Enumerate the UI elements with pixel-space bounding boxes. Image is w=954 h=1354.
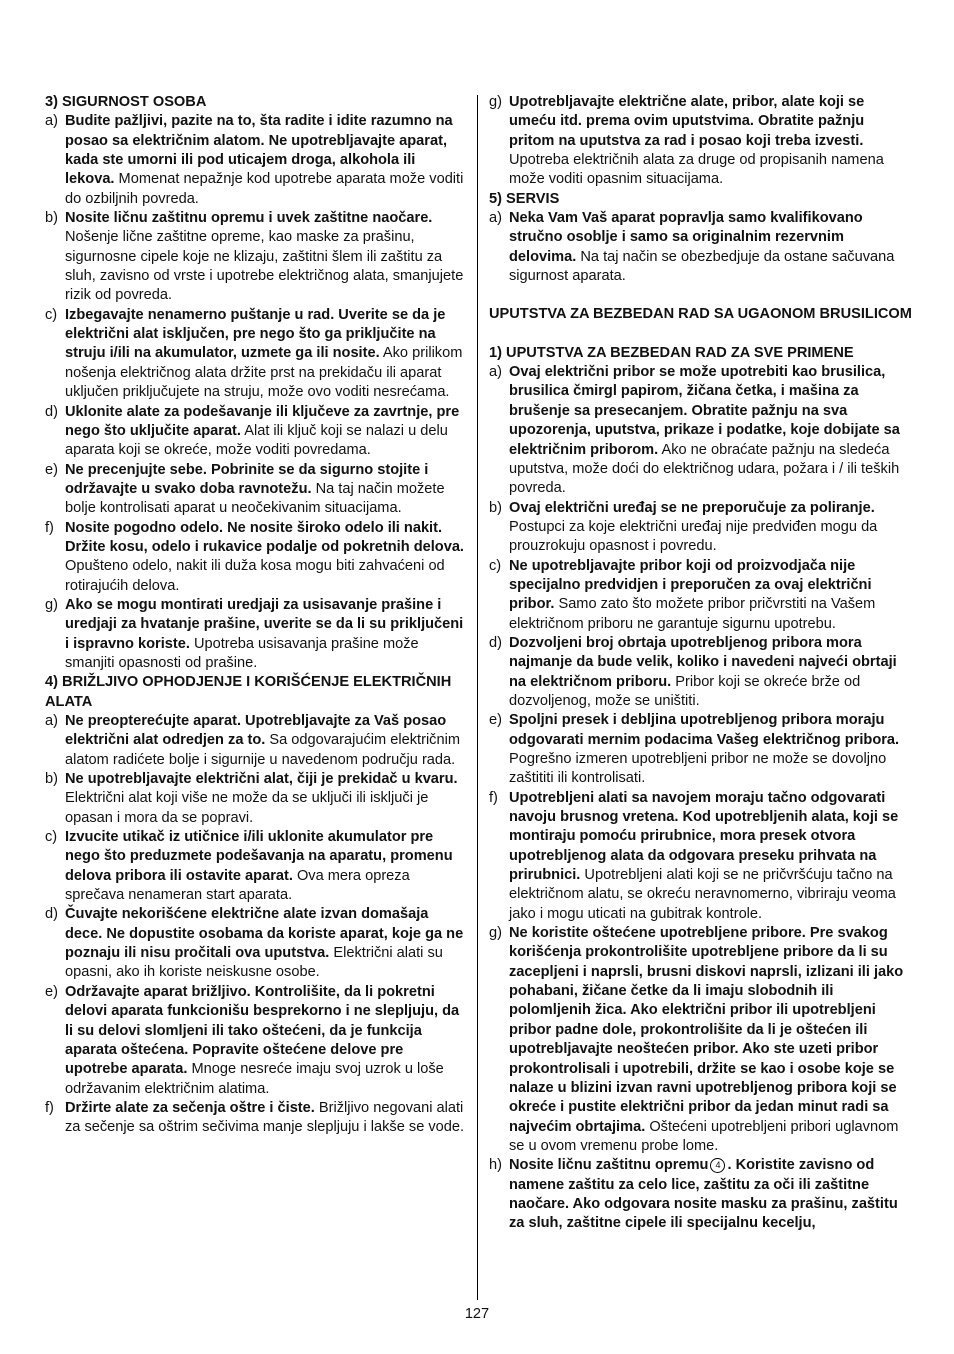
item-text: [509, 499, 912, 557]
item-text: [509, 711, 912, 788]
item-text: [65, 712, 468, 770]
item-bold-text: Dozvoljeni broj obrtaja upotrebljenog pribora mora najmanje da bude velik, koliko i navedeni najveći obrtaji na električnom priboru.: [509, 634, 897, 690]
list-item: [45, 983, 468, 1099]
item-label: f): [489, 789, 498, 806]
item-text: [65, 209, 468, 306]
item-bold-text: Nosite ličnu zaštitnu opremu i uvek zaštitne naočare.: [65, 210, 433, 227]
item-bold-text: Upotrebljeni alati sa navojem moraju tačno odgovarati navoju brusnog vretena. Kod upotrebljenih alata, koji se montiraju pomoću prirubnice, mora presek otvora upotrebljenog alata da odgovara preseku prihvata na prirubnici.: [509, 789, 899, 884]
item-bold-text: Nosite ličnu zaštitnu opremu: [509, 1157, 709, 1174]
item-bold-text: Ne koristite oštećene upotrebljene pribore. Pre svakog korišćenja prokontrolišite upotrebljene pribore da li su zacepljeni i naprsli, brusni diskovi naprsli, izlizani ili jako pohabani, žičane četke da li imaju slobodnih ili polomljenih žica. Ako električni pribor ili upotrebljeni pribor padne dole, prokontrolišite da li je oštećen ili upotrebljavajte neoštećen pribor. Ako ste uzeti pribor prokontrolisali i upotrebili, držite se kao i osobe koje se nalaze u blizini izvan ravni upotrebljenog pribora koji se okreće i pustite električni pribor da jedan minut radi sa najvećim obrtajima.: [509, 925, 904, 1135]
item-label: g): [489, 925, 502, 942]
item-normal-text: Upotrebljeni alati koji se ne pričvršćuju tačno na električnom alatu, se okreću neravnomerno, vibriraju veoma jako i mogu uticati na gubitrak kontrole.: [509, 867, 896, 922]
item-bold-text: Budite pažljivi, pazite na to, šta radite i idite razumno na posao sa električnim alatom. Ne upotrebljavajte aparat, kada ste umorni ili pod uticajem droga, alkohola ili lekova.: [65, 113, 453, 188]
list-item: [45, 461, 468, 519]
item-normal-text: Na taj način možete bolje kontrolisati aparat u neočekivanim situacijama.: [65, 480, 445, 517]
item-text: [65, 1099, 468, 1138]
item-bold-text: Ovaj električni uređaj se ne preporučuje za poliranje.: [509, 499, 875, 516]
section-heading: 4) BRIŽLJIVO OPHODJENJE I KORIŠĆENJE ELEKTRIČNIH ALATA: [45, 674, 452, 710]
page-number: 127: [464, 1306, 490, 1322]
item-normal-text: Na taj način se obezbedjuje da ostane sačuvana sigurnost aparata.: [509, 248, 895, 285]
item-normal-text: Alat ili ključ koji se nalazi u delu aparata koji se okreće, može voditi povredama.: [65, 422, 448, 459]
list-item: [489, 924, 912, 1156]
item-label: g): [45, 596, 58, 613]
item-bold-text: Održavajte aparat brižljivo. Kontrolišite, da li pokretni delovi aparata funkcionišu besprekorno i ne slepljuju, da li su delovi slomljeni ili tako oštećeni, da je funkcija aparata oštećena. Popravite oštećene delove pre upotrebe aparata.: [65, 983, 460, 1078]
item-label: e): [45, 461, 58, 478]
item-bold-text: Ako se mogu montirati uredjaji za usisavanje prašine i uredjaji za hvatanje prašine, uverite se da li su priključeni i ispravno koriste.: [65, 596, 464, 652]
section-heading: 1) UPUTSTVA ZA BEZBEDAN RAD ZA SVE PRIMENE: [489, 344, 854, 361]
item-normal-text: Ova mera opreza sprečava nenameran start aparata.: [65, 867, 410, 904]
item-text: [509, 557, 912, 634]
column-divider: [477, 95, 478, 1300]
item-normal-text: Opušteno odelo, nakit ili duža kosa mogu biti zahvaćeni od rotirajućih delova.: [65, 558, 445, 594]
item-text: [65, 306, 468, 403]
item-bold-text: Izvucite utikač iz utičnice i/ili uklonite akumulator pre nego što preduzmete podešavanja na aparatu, promenu delova pribora ili ostavite aparat.: [65, 829, 453, 884]
item-label: a): [489, 364, 502, 381]
list-item: [45, 306, 468, 403]
item-text: [65, 905, 468, 982]
item-normal-text: Električni alat koji više ne može da se uključi ili isključi je opasan i mora da se popravi.: [65, 790, 429, 826]
item-bold-text: Ovaj električni pribor se može upotrebiti kao brusilica, brusilica čmirgl papirom, žičana četka, i mašina za brušenje sa presecanjem. Obratite pažnju na sva upozorenja, uputstva, prikaze i podatke, koje dobijate sa električnim priborom.: [509, 364, 900, 458]
item-bold-text: Čuvajte nekorišćene električne alate izvan domašaja dece. Ne dopustite osobama da koriste aparat, koje ga ne poznaju ili nisu pročitali ova uputstva.: [65, 906, 464, 962]
item-label: f): [45, 1099, 54, 1116]
item-label: c): [45, 306, 58, 323]
item-normal-text: Brižljivo negovani alati za sečenje sa oštrim sečivima manje slepljuju i lakše se vode.: [65, 1099, 465, 1136]
item-normal-text: Ako prilikom nošenja električnog alata držite prst na prekidaču ili aparat uključen priključujete na struju, može ovo voditi nesrećama.: [65, 345, 463, 401]
item-normal-text: Ako ne obraćate pažnju na sledeća uputstva, može doći do električnog udara, požara i / ili teških povreda.: [509, 441, 900, 497]
right-column: [489, 93, 912, 1234]
list-item: [45, 403, 468, 461]
spacer: [489, 325, 912, 344]
item-normal-text: Oštećeni upotrebljeni pribori uglavnom se u ovom vremenu probe lome.: [509, 1118, 899, 1154]
list-item: [45, 596, 468, 673]
list-item: [45, 1099, 468, 1138]
item-label: e): [45, 983, 58, 1000]
item-label: a): [45, 113, 58, 130]
list-item: [45, 905, 468, 982]
section-heading: 5) SERVIS: [489, 190, 560, 207]
item-text: [509, 1156, 912, 1233]
item-text: [509, 924, 912, 1156]
item-bold-text: Ne upotrebljavajte pribor koji od proizvodjača nije specijalno predvidjen i preporučen za ovaj električni pribor.: [509, 557, 872, 613]
item-label: f): [45, 519, 54, 536]
item-bold-text: Ne precenjujte sebe. Pobrinite se da sigurno stojite i održavajte u svako doba ravnotežu.: [65, 461, 429, 497]
item-bold-text: Nosite pogodno odelo. Ne nosite široko odelo ili nakit. Držite kosu, odelo i rukavice podalje od pokretnih delova.: [65, 519, 464, 555]
left-column: [45, 93, 468, 1138]
section-heading: UPUTSTVA ZA BEZBEDAN RAD SA UGAONOM BRUSILICOM: [489, 306, 912, 323]
item-text: [509, 363, 912, 498]
item-normal-text: Pribor koji se okreće brže od dozvoljenog, može se uništiti.: [509, 673, 861, 709]
item-label: d): [45, 403, 58, 420]
item-text: [65, 828, 468, 905]
list-item: [489, 499, 912, 557]
item-label: c): [489, 557, 502, 574]
item-text: [509, 93, 912, 190]
list-item: [489, 711, 912, 788]
item-bold-text: Upotrebljavajte električne alate, pribor, alate koji se umeću itd. prema ovim uputstvima. Obratite pažnju pritom na uputstva za rad i posao koji treba izvesti.: [509, 94, 865, 149]
list-item: [45, 112, 468, 209]
list-item: [45, 770, 468, 828]
list-item: [45, 712, 468, 770]
item-text: [65, 403, 468, 461]
item-normal-text: Upotreba električnih alata za druge od propisanih namena može voditi opasnim situacijama.: [509, 152, 884, 188]
item-label: a): [45, 713, 58, 729]
item-label: h): [489, 1157, 502, 1174]
spacer: [489, 286, 912, 305]
item-label: d): [45, 906, 58, 923]
item-label: b): [489, 499, 502, 516]
item-text: [509, 634, 912, 711]
list-item: [489, 209, 912, 286]
item-label: g): [489, 94, 502, 110]
item-text: [509, 209, 912, 286]
list-item: [489, 634, 912, 711]
item-text: [65, 770, 468, 828]
list-item: [489, 557, 912, 634]
item-text: [65, 596, 468, 673]
section-heading: 3) SIGURNOST OSOBA: [45, 94, 207, 110]
reference-number-icon: 4: [710, 1158, 725, 1173]
item-text: [509, 789, 912, 924]
item-bold-text: Ne upotrebljavajte električni alat, čiji je prekidač u kvaru.: [65, 771, 458, 788]
item-normal-text: Nošenje lične zaštitne opreme, kao maske za prašinu, sigurnosne cipele koje ne klizaju, zaštitni šlem ili zaštitu za sluh, zavisno od vrste i upotrebe električnog alata, smanjujete rizik od povreda.: [65, 229, 464, 304]
item-label: e): [489, 712, 502, 729]
list-item: [45, 209, 468, 306]
list-item: [489, 789, 912, 924]
item-bold-text: Ne preopterećujte aparat. Upotrebljavajte za Vaš posao električni alat odredjen za to.: [65, 713, 447, 749]
item-normal-text: Mnoge nesreće imaju svoj uzrok u loše održavanim električnim alatima.: [65, 1061, 444, 1097]
item-text: [65, 112, 468, 209]
item-text: [65, 519, 468, 596]
item-label: b): [45, 210, 58, 227]
list-item: [489, 93, 912, 190]
list-item: [45, 519, 468, 596]
list-item: [489, 1156, 912, 1233]
item-bold-text: Držirte alate za sečenja oštre i čiste.: [65, 1099, 315, 1116]
item-label: b): [45, 771, 58, 788]
item-normal-text: Pogrešno izmeren upotrebljeni pribor ne može se dovoljno zaštititi ili kontrolisati.: [509, 751, 887, 787]
item-text: [65, 461, 468, 519]
item-bold-text: Izbegavajte nenamerno puštanje u rad. Uverite se da je električni alat isključen, pre nego što ga priključite na struju i/ili na akumulator, uzmete ga ili nosite.: [65, 306, 446, 362]
item-bold-text: Spoljni presek i debljina upotrebljenog pribora moraju odgovarati mernim podacima Vašeg električnog pribora.: [509, 712, 900, 748]
item-bold-text: . Koristite zavisno od namene zaštitu za celo lice, zaštitu za oči ili zaštitne naočare. Ako odgovara nosite masku za prašinu, zaštitu za sluh, zaštitne cipele ili specijalnu kecelju,: [509, 1157, 898, 1232]
item-normal-text: Sa odgovarajućim električnim alatom radićete bolje i sigurnije u navedenom području rada.: [65, 732, 460, 768]
list-item: [45, 828, 468, 905]
item-bold-text: Uklonite alate za podešavanje ili ključeve za zavrtnje, pre nego što uključite aparat.: [65, 403, 460, 439]
item-normal-text: Upotreba usisavanja prašine može smanjiti opasnosti od prašine.: [65, 635, 419, 671]
item-normal-text: Električni alati su opasni, ako ih koriste neiskusne osobe.: [65, 945, 443, 981]
item-label: a): [489, 210, 502, 227]
item-label: d): [489, 634, 502, 651]
list-item: [489, 363, 912, 498]
item-text: [65, 983, 468, 1099]
item-normal-text: Momenat nepažnje kod upotrebe aparata može voditi do ozbiljnih povreda.: [65, 171, 464, 207]
item-label: c): [45, 829, 58, 846]
item-normal-text: Samo zato što možete pribor pričvrstiti na Vašem električnom priboru ne garantuje sigurnu upotrebu.: [509, 596, 876, 632]
item-normal-text: Postupci za koje električni uređaj nije predviđen mogu da prouzrokuju opasnost i povredu.: [509, 518, 878, 555]
item-bold-text: Neka Vam Vaš aparat popravlja samo kvalifikovano stručno osoblje i samo sa originalnim rezervnim delovima.: [509, 210, 863, 265]
